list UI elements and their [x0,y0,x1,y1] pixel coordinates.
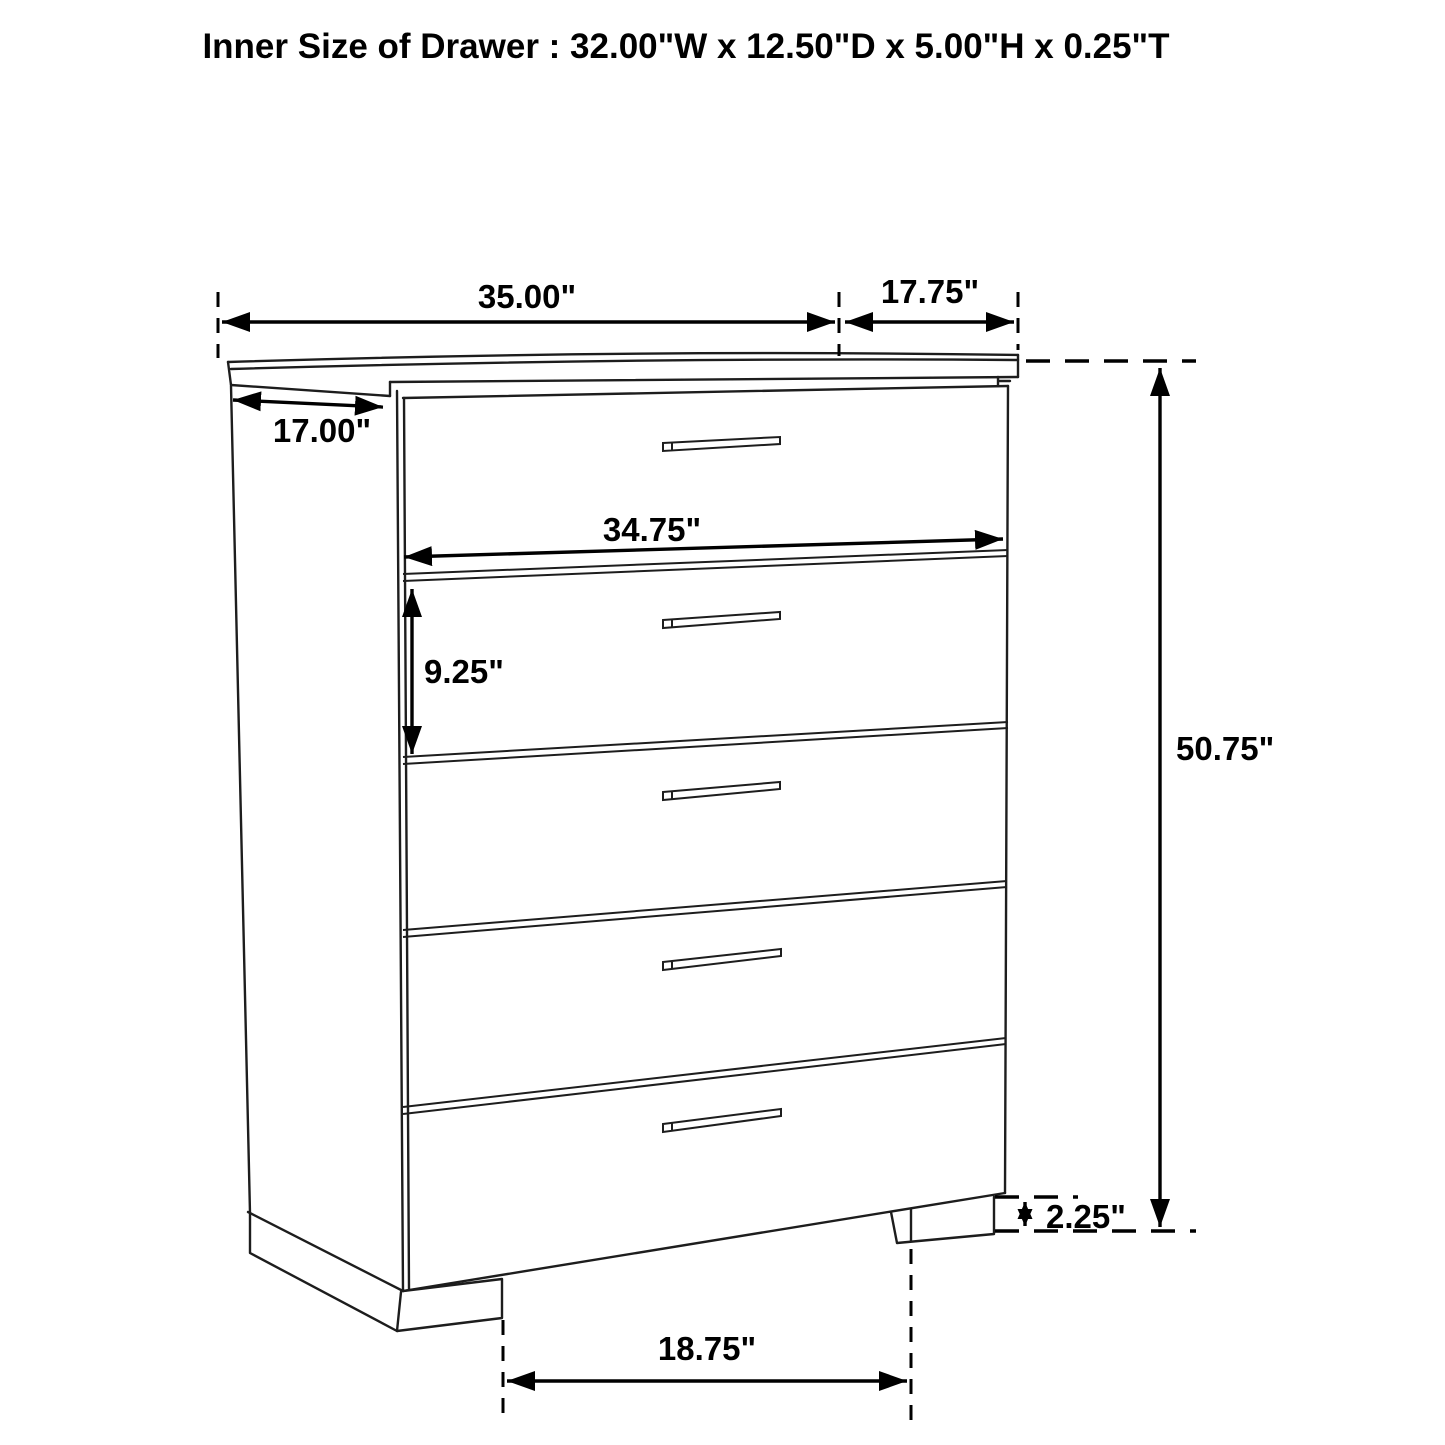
dimension-label: 2.25" [1046,1198,1126,1235]
drawer-handle-2 [663,612,780,628]
page-title: Inner Size of Drawer : 32.00"W x 12.50"D x 5.00"H x 0.25"T [202,27,1170,66]
drawer-divider-4 [403,1038,1006,1114]
chest-top-panel [228,353,1018,396]
face-left-edge [404,398,409,1289]
top-bottom-edge [390,377,1018,382]
left-foot-side-face [250,1214,401,1331]
top-left-end [228,362,231,385]
side-back-edge [231,386,250,1213]
dimension-label: 34.75" [602,511,702,548]
dimension-drawer-height [412,589,504,754]
drawer-divider-3 [403,881,1007,937]
dimension-top-width [222,278,835,322]
face-right-edge [1005,386,1008,1193]
projection-guides [218,292,1196,1421]
dimension-label: 9.25" [424,653,504,690]
dimension-label: 17.75" [880,273,980,310]
top-right-step [998,377,1010,386]
dimension-label: 50.75" [1176,730,1275,767]
dimension-label: 35.00" [477,278,577,315]
dimension-overall-height [1160,368,1274,1227]
drawer-divider-2 [403,722,1008,764]
top-front-edge [231,359,1018,369]
front-face [403,386,1008,1291]
left-foot-front-face [397,1279,502,1331]
dimension-arrow [233,400,383,407]
side-top-edge [231,385,390,396]
dimension-label: 18.75" [657,1330,757,1367]
drawer-handle-1 [663,437,780,451]
dimension-foot-spacing [507,1330,907,1381]
side-front-edge [397,391,403,1291]
dimension-label: 17.00" [272,412,372,449]
dimension-drawer-width [404,511,1003,557]
left-side-panel [231,385,403,1291]
chest-drawing [228,353,1018,1331]
dimension-side-depth [233,400,383,449]
dimension-top-depth [845,273,1014,322]
drawer-handle-5 [663,1109,781,1132]
drawer-handle-3 [663,782,780,800]
drawer-handle-4 [663,949,781,970]
side-bottom-edge [248,1212,403,1291]
face-top-edge [403,386,1008,398]
